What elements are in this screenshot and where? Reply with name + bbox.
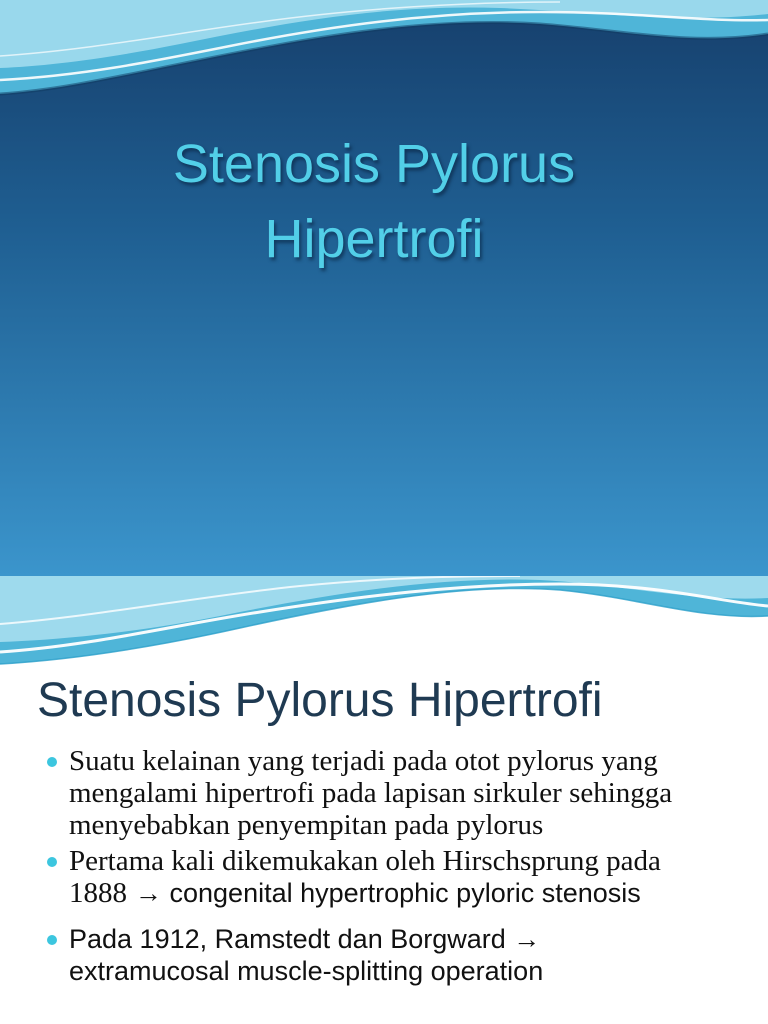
bullet-line: Suatu kelainan yang terjadi pada otot pylorus yang <box>69 745 658 777</box>
bullet-dot-icon <box>47 757 57 767</box>
bullet-year: 1888 <box>69 877 127 909</box>
slide-1-title-line-1: Stenosis Pylorus <box>172 134 576 194</box>
slide-2-title: Stenosis Pylorus Hipertrofi <box>37 674 603 727</box>
bullet-dot-icon <box>47 857 57 867</box>
bullet-item <box>0 745 768 841</box>
slide-2-top-waves <box>0 576 768 676</box>
bullet-item <box>0 845 768 909</box>
bullet-item <box>0 923 768 987</box>
bullet-dot-icon <box>47 935 57 945</box>
bullet-line-segment: → congenital hypertrophic pyloric stenosis <box>135 878 641 908</box>
bullet-line: Pada 1912, Ramstedt dan Borgward → <box>69 924 541 954</box>
slide-1-title-line-2: Hipertrofi <box>264 209 484 269</box>
bullet-line <box>0 877 768 909</box>
bullet-line: Pertama kali dikemukakan oleh Hirschsprung pada <box>69 845 661 877</box>
bullet-line: extramucosal muscle-splitting operation <box>69 956 544 986</box>
bullet-line: menyebabkan penyempitan pada pylorus <box>69 809 544 841</box>
bullet-line: mengalami hipertrofi pada lapisan sirkuler sehingga <box>69 777 673 809</box>
slide-2 <box>0 576 768 1024</box>
